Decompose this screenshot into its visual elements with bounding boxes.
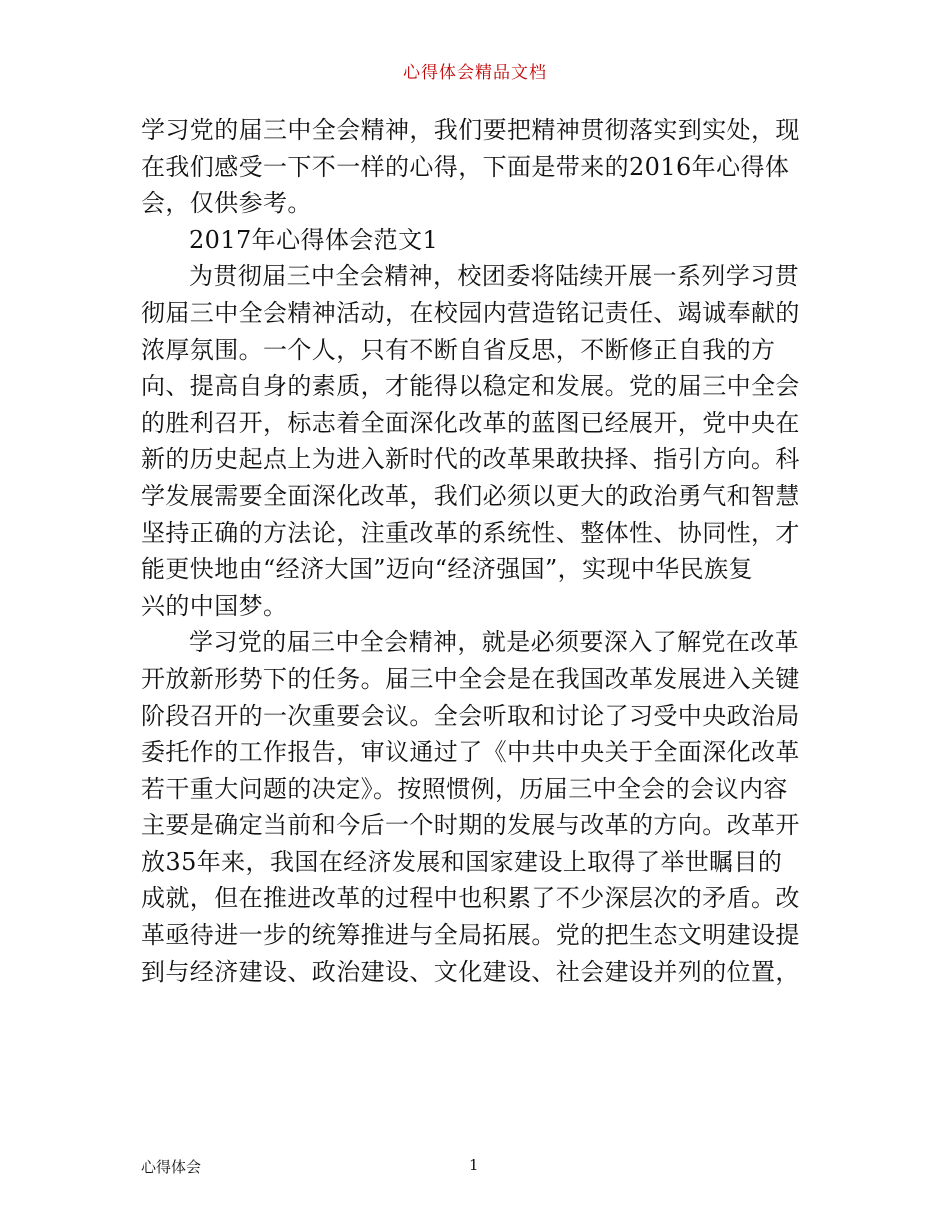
document-body	[141, 112, 813, 990]
body-line: 主要是确定当前和今后一个时期的发展与改革的方向。改革开	[141, 811, 800, 840]
paragraph-start-line: 学习党的届三中全会精神，就是必须要深入了解党在改革	[189, 628, 799, 657]
body-line: 新的历史起点上为进入新时代的改革果敢抉择、指引方向。科	[141, 445, 800, 474]
body-line: 到与经济建设、政治建设、文化建设、社会建设并列的位置，	[141, 957, 800, 986]
section-heading: 2017年心得体会范文1	[189, 225, 439, 254]
body-line: 会，仅供参考。	[141, 189, 312, 218]
paragraph-start-line: 为贯彻届三中全会精神，校团委将陆续开展一系列学习贯	[189, 262, 799, 291]
body-line: 彻届三中全会精神活动，在校园内营造铭记责任、竭诚奉献的	[141, 298, 800, 327]
body-line: 阶段召开的一次重要会议。全会听取和讨论了习受中央政治局	[141, 701, 800, 730]
body-line: 坚持正确的方法论，注重改革的系统性、整体性、协同性，才	[141, 518, 800, 547]
body-line: 委托作的工作报告，审议通过了《中共中央关于全面深化改革	[141, 738, 800, 767]
page-number: 1	[469, 1156, 479, 1174]
body-line: 能更快地由“经济大国”迈向“经济强国”，实现中华民族复	[141, 555, 753, 584]
footer-label: 心得体会	[141, 1158, 202, 1176]
body-line: 浓厚氛围。一个人，只有不断自省反思，不断修正自我的方	[141, 335, 776, 364]
body-line: 成就，但在推进改革的过程中也积累了不少深层次的矛盾。改	[141, 884, 800, 913]
body-line: 在我们感受一下不一样的心得，下面是带来的2016年心得体	[141, 152, 790, 181]
document-header-title: 心得体会精品文档	[403, 63, 547, 83]
body-line: 学习党的届三中全会精神，我们要把精神贯彻落实到实处，现	[141, 116, 800, 144]
body-line: 若干重大问题的决定》。按照惯例，历届三中全会的会议内容	[141, 774, 788, 803]
body-line: 革亟待进一步的统筹推进与全局拓展。党的把生态文明建设提	[141, 921, 800, 950]
body-line: 开放新形势下的任务。届三中全会是在我国改革发展进入关键	[141, 664, 800, 693]
body-line: 向、提高自身的素质，才能得以稳定和发展。党的届三中全会	[141, 372, 800, 401]
body-line: 放35年来，我国在经济发展和国家建设上取得了举世瞩目的	[141, 847, 783, 876]
body-line: 兴的中国梦。	[141, 591, 288, 620]
body-line: 学发展需要全面深化改革，我们必须以更大的政治勇气和智慧	[141, 481, 800, 510]
body-line: 的胜利召开，标志着全面深化改革的蓝图已经展开，党中央在	[141, 408, 800, 437]
